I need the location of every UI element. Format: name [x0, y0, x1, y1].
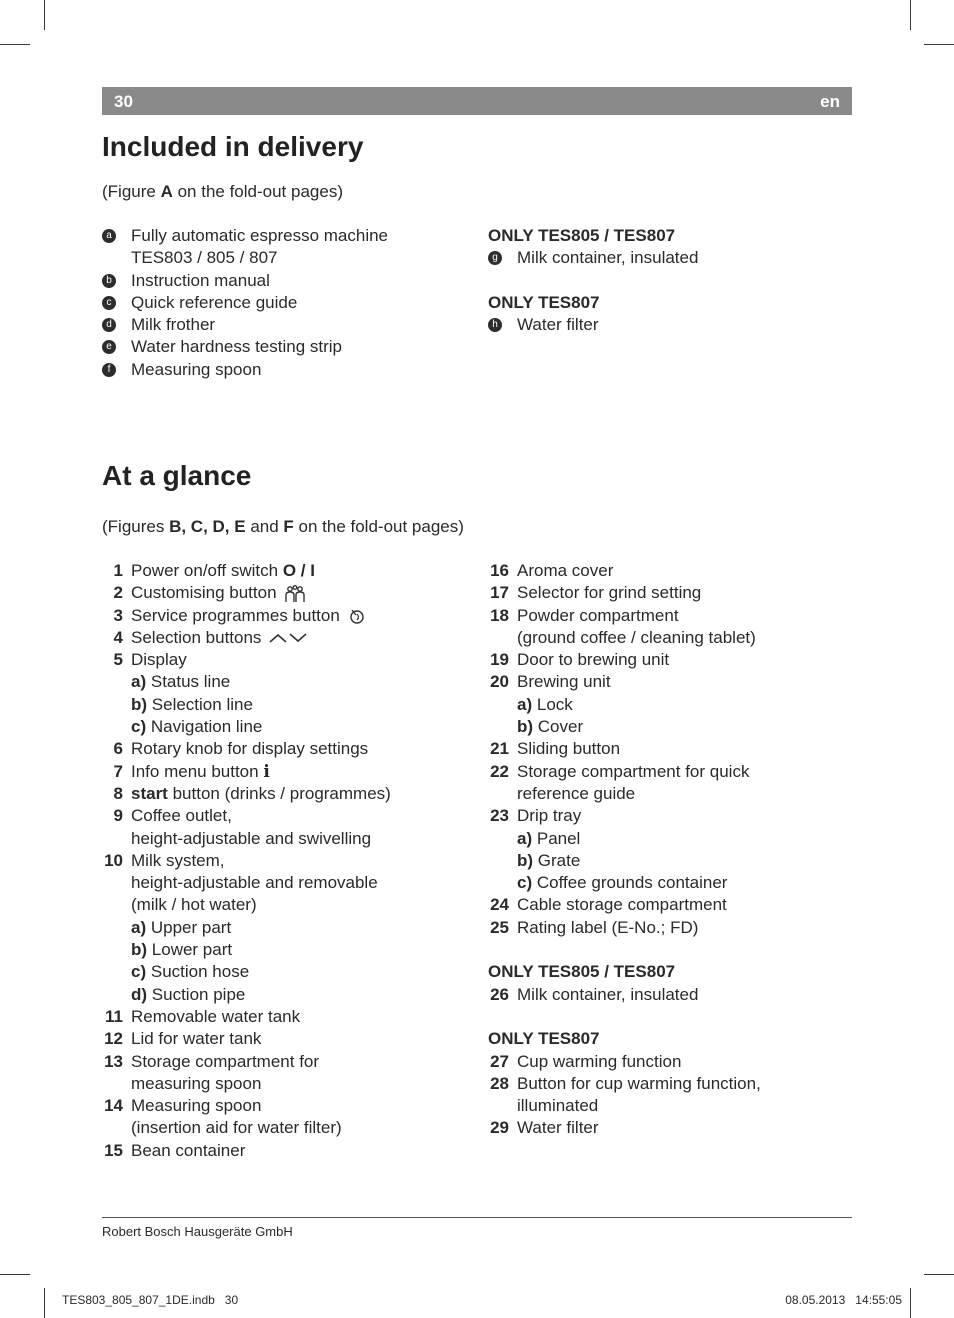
letter-badge: a	[102, 229, 116, 243]
list-item: 5 Display	[113, 650, 187, 670]
crop-mark	[924, 1274, 954, 1275]
list-item: 8 start button (drinks / programmes)	[113, 783, 391, 803]
customise-icon	[284, 585, 306, 603]
sub-item: a) Upper part	[131, 917, 232, 937]
language-code: en	[820, 92, 840, 111]
chevron-down-icon	[289, 632, 307, 644]
delivery-item: d Milk frother	[102, 314, 462, 336]
model-heading: ONLY TES805 / TES807	[488, 226, 676, 245]
list-item: 4 Selection buttons	[102, 627, 472, 649]
list-item: 3 Service programmes button	[102, 605, 472, 627]
print-slug-date: 08.05.2013 14:55:05	[785, 1293, 902, 1307]
crop-mark	[0, 44, 30, 45]
list-item: 7 Info menu button i	[113, 761, 270, 782]
list-item: 22 Storage compartment for quick	[490, 761, 750, 781]
model-heading: ONLY TES805 / TES807	[488, 962, 676, 982]
section-title-glance: At a glance	[102, 460, 252, 491]
letter-badge: f	[102, 363, 116, 377]
crop-mark	[44, 0, 45, 30]
sub-item: b) Selection line	[131, 694, 253, 714]
letter-badge: h	[488, 318, 502, 332]
delivery-item: g Milk container, insulated	[488, 247, 848, 269]
sub-item: c) Navigation line	[131, 717, 263, 737]
list-item: 12 Lid for water tank	[104, 1029, 262, 1049]
list-item: 18 Powder compartment	[490, 605, 679, 625]
crop-mark	[0, 1274, 30, 1275]
delivery-list-right	[488, 225, 848, 336]
list-item: 9 Coffee outlet,	[113, 806, 232, 826]
print-slug-file: TES803_805_807_1DE.indb 30	[62, 1293, 239, 1307]
list-item: 6 Rotary knob for display settings	[113, 739, 369, 759]
list-item: 11 Removable water tank	[105, 1006, 301, 1026]
sub-item: a) Panel	[517, 828, 581, 848]
delivery-item: a Fully automatic espresso machine TES803 / 805 / 807	[102, 225, 462, 270]
crop-mark	[44, 1288, 45, 1318]
list-item: 20 Brewing unit	[490, 672, 611, 692]
sub-item: b) Cover	[517, 717, 584, 737]
list-item: 14 Measuring spoon	[104, 1096, 262, 1116]
list-item: 13 Storage compartment for	[104, 1051, 320, 1071]
delivery-intro: (Figure A on the fold-out pages)	[102, 182, 343, 201]
sub-item: b) Grate	[517, 850, 581, 870]
glance-intro: (Figures B, C, D, E and F on the fold-out pages)	[102, 517, 464, 536]
list-item: 25 Rating label (E-No.; FD)	[490, 917, 699, 937]
letter-badge: d	[102, 318, 116, 332]
section-title-delivery: Included in delivery	[102, 131, 364, 162]
letter-badge: g	[488, 251, 502, 265]
glance-list-right: 16 Aroma cover 17 Selector for grind setting 18 Powder compartment (ground coffee / cleaning tablet) 19 Door to brewing unit 20 Brewing unit a) Lock b) Cover 21 Sliding button 22 Storage compartment for quick reference guide 23 Drip tray a) Panel b) Grate c) Coffee grounds container 24 Cable storage compartment 25 Rating label (E-No.; FD) ONLY TES805 / TES807 26 Milk container, insulated ONLY TES807 27 Cup warming function 28 Button for cup warming function, illuminated 29 Water filter	[488, 560, 848, 1140]
delivery-item: e Water hardness testing strip	[102, 336, 462, 358]
footer-divider	[102, 1217, 852, 1218]
list-item: 21 Sliding button	[490, 739, 621, 759]
delivery-item: c Quick reference guide	[102, 292, 462, 314]
list-item: 10 Milk system,	[104, 850, 225, 870]
crop-mark	[910, 1288, 911, 1318]
sub-item: a) Status line	[131, 672, 231, 692]
list-item: 24 Cable storage compartment	[490, 895, 727, 915]
list-item: 23 Drip tray	[490, 806, 582, 826]
list-item: 27 Cup warming function	[490, 1051, 682, 1071]
letter-badge: b	[102, 274, 116, 288]
model-heading: ONLY TES807	[488, 1029, 600, 1049]
list-item: 2 Customising button	[102, 582, 472, 604]
sub-item: c) Coffee grounds container	[517, 873, 728, 893]
sub-item: d) Suction pipe	[131, 984, 246, 1004]
crop-mark	[910, 0, 911, 30]
delivery-item: h Water filter	[488, 314, 848, 336]
chevron-up-icon	[269, 632, 287, 644]
crop-mark	[924, 44, 954, 45]
sub-item: c) Suction hose	[131, 962, 250, 982]
list-item: 28 Button for cup warming function,	[490, 1073, 761, 1093]
delivery-list-left	[102, 225, 462, 381]
list-item: 16 Aroma cover	[490, 561, 614, 580]
footer-company: Robert Bosch Hausgeräte GmbH	[102, 1224, 293, 1239]
model-heading: ONLY TES807	[488, 292, 600, 312]
sub-item: b) Lower part	[131, 940, 233, 960]
page-header-bar	[102, 87, 852, 115]
service-icon	[348, 607, 366, 625]
info-icon: i	[263, 761, 270, 782]
list-item: 19 Door to brewing unit	[490, 650, 670, 670]
sub-item: a) Lock	[517, 694, 573, 714]
list-item: 26 Milk container, insulated	[490, 984, 699, 1004]
list-item: 15 Bean container	[104, 1140, 246, 1160]
letter-badge: e	[102, 340, 116, 354]
list-item: 1 Power on/off switch O / I	[113, 561, 315, 580]
delivery-item: f Measuring spoon	[102, 359, 462, 381]
glance-list-left: 1 Power on/off switch O / I 2 Customising button 3 Service programmes button 4 Selection buttons 5 Display a) Status line b) Selection line c) Navigation line 6 Rotary knob for display settings 7 Info menu button i 8 start button (drinks / programmes) 9 Coffee outlet, height-adjustable and swivelling 10 Milk system, height-adjustable and removable (milk / hot water) a) Upper part b) Lower part c) Suction hose d) Suction pipe 11 Removable water tank 12 Lid for water tank 13 Storage compartment for measuring spoon 14 Measuring spoon (insertion aid for water filter) 15 Bean container	[102, 560, 472, 1162]
list-item: 29 Water filter	[490, 1118, 599, 1138]
delivery-item: b Instruction manual	[102, 270, 462, 292]
page-number: 30	[114, 92, 133, 111]
list-item: 17 Selector for grind setting	[490, 583, 702, 603]
letter-badge: c	[102, 296, 116, 310]
